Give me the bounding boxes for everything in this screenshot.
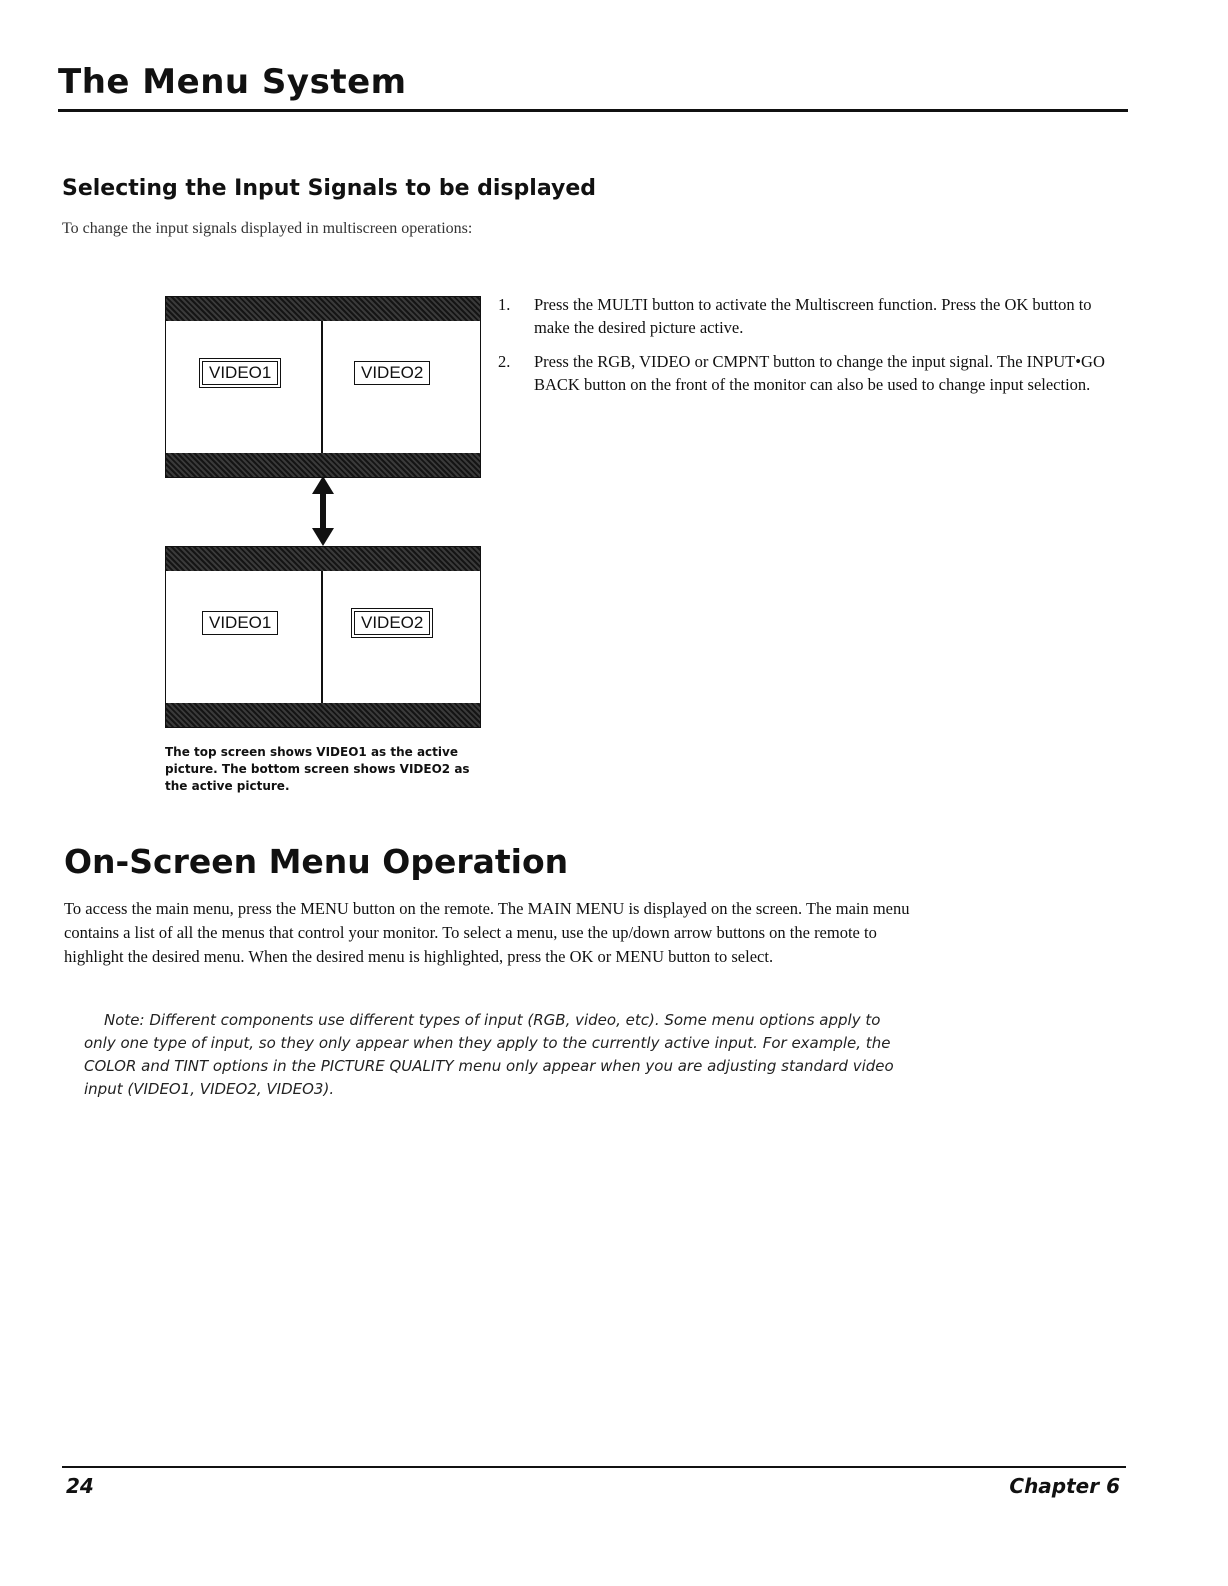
screen-top-bar <box>166 297 480 321</box>
step-number: 1. <box>498 295 511 314</box>
footer-rule <box>62 1466 1126 1468</box>
list-item <box>498 293 1123 339</box>
step-text: Press the MULTI button to activate the Multiscreen function. Press the OK button to make the desired picture active. <box>534 295 1092 337</box>
screen-divider <box>321 321 323 453</box>
steps-list <box>498 293 1123 407</box>
top-screen-video1-label: VIDEO1 <box>202 361 278 385</box>
double-arrow-icon <box>309 474 337 548</box>
section-intro: To change the input signals displayed in multiscreen operations: <box>62 220 473 237</box>
step-text: Press the RGB, VIDEO or CMPNT button to change the input signal. The INPUT•GO BACK button on the front of the monitor can also be used to change input selection. <box>534 352 1105 394</box>
bottom-screen-video1-label: VIDEO1 <box>202 611 278 635</box>
top-screen-video2-label: VIDEO2 <box>354 361 430 385</box>
on-screen-menu-body: To access the main menu, press the MENU button on the remote. The MAIN MENU is displayed on the screen. The main menu contains a list of all the menus that control your monitor. To select a menu, use the up/down arrow buttons on the remote to highlight the desired menu. When the desired menu is highlighted, press the OK or MENU button to select. <box>64 899 910 966</box>
top-screen-diagram <box>165 296 481 478</box>
diagram-caption: The top screen shows VIDEO1 as the active picture. The bottom screen shows VIDEO2 as the active picture. <box>165 745 470 793</box>
page-header-title: The Menu System <box>58 62 407 102</box>
list-item <box>498 350 1123 396</box>
step-number: 2. <box>498 352 511 371</box>
note-paragraph: Note: Different components use different types of input (RGB, video, etc). Some menu options apply to only one type of input, so they only appear when they apply to the currently active input. For example, the COLOR and TINT options in the PICTURE QUALITY menu only appear when you are adjusting standard video input (VIDEO1, VIDEO2, VIDEO3). <box>84 1011 894 1098</box>
screen-top-bar <box>166 547 480 571</box>
screen-bottom-bar <box>166 703 480 727</box>
screen-divider <box>321 571 323 703</box>
chapter-label: Chapter 6 <box>1009 1474 1120 1498</box>
section-title: Selecting the Input Signals to be displayed <box>62 176 596 201</box>
bottom-screen-diagram <box>165 546 481 728</box>
header-rule <box>58 109 1128 112</box>
bottom-screen-video2-label: VIDEO2 <box>354 611 430 635</box>
on-screen-menu-heading: On-Screen Menu Operation <box>64 842 569 881</box>
page-number: 24 <box>66 1474 94 1498</box>
